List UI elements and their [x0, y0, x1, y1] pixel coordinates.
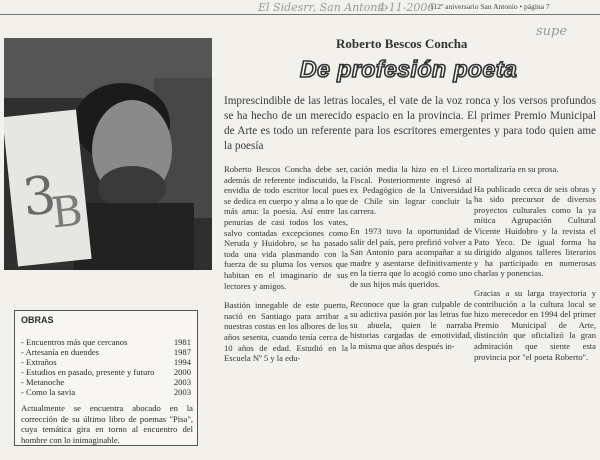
paragraph: Gracias a su larga trayectoria y contribución a la cultura local se hizo merecedor en 1994 del primer Premio Municipal de Arte, distinción que oficializó la gran admiración que siente esta provincia por "el poeta Roberto". [474, 287, 596, 362]
work-title: - Estudios en pasado, presente y futuro [21, 367, 155, 377]
paragraph: En 1973 tuvo la oportunidad de salir del país, pero prefirió volver a San Antonio para acompañar a su madre y asentarse definitivamente en la tierra que lo acogió como uno de sus hijos más queridos. [350, 225, 472, 289]
work-title: - Metanoche [21, 377, 65, 387]
article-byline: Roberto Bescos Concha [336, 36, 468, 51]
paragraph: cación media la hizo en el Liceo Fiscal. Posteriormente ingresó al ex Pedagógico de la Universidad de Chile sin lograr concluir la carrera. [350, 164, 472, 217]
work-item [21, 367, 191, 377]
article-column-1 [224, 164, 348, 373]
work-year: 2003 [173, 387, 191, 397]
svg-text:B: B [49, 185, 85, 238]
work-year: 1987 [173, 347, 191, 357]
paragraph: Roberto Bescos Concha debe ser, además de referente indiscutido, la envidia de todo escritor local pues se dedica en cuerpo y alma a lo que más ama: la poesía. Así entre las penurias de casi todos los vates, salvo contadas excepciones como Neruda y Huidobro, se ha pasado toda una vida plasmando con la fuerza de su pluma los versos que habitan en el imaginario de sus lectores y amigos. [224, 164, 348, 291]
handwritten-margin-note: supe [536, 24, 568, 39]
work-title: - Como la savia [21, 387, 76, 397]
work-year: 2003 [173, 377, 191, 387]
work-item [21, 337, 191, 347]
article-column-3 [474, 164, 596, 371]
handwritten-date-note: 4-11-2006 [378, 1, 435, 14]
work-title: - Encuentros más que cercanos [21, 337, 128, 347]
work-year: 1981 [173, 337, 191, 347]
paragraph: Bastión innegable de este puerto, nació en Santiago para arribar a nuestras costas en los albores de los años sesenta, cuando tenía cerca de 10 años de edad. Estudió en la Escuela Nº 5 y la edu- [224, 300, 348, 364]
paragraph: Reconoce que la gran culpable de su adictiva pasión por las letras fue su abuela, quien le narraba historias cargadas de emotividad, la misma que años después in- [350, 298, 472, 351]
portrait-photo [4, 38, 212, 270]
running-head: 112º aniversario San Antonio • página 7 [430, 2, 550, 11]
work-title: - Artesanía en duendes [21, 347, 100, 357]
article-lead: Imprescindible de las letras locales, el vate de la voz ronca y los versos profundos se ha hecho de un merecido espacio en la provincia. El primer Premio Municipal de Arte es todo un referente para los escritores emergentes y para todo quien ame la poesía [224, 95, 596, 152]
works-note: Actualmente se encuentra abocado en la corrección de su último libro de poemas "Pisa", cuya temática gira en torno al encuentro del hombre con lo inimaginable. [21, 403, 193, 445]
work-item [21, 347, 191, 357]
works-list [21, 337, 191, 397]
work-title: - Extraños [21, 357, 57, 367]
article-headline: De profesión poeta [300, 56, 518, 82]
work-item [21, 387, 191, 397]
work-year: 2000 [173, 367, 191, 377]
paragraph: mortalizaría en su prosa. [474, 164, 559, 174]
svg-text:3: 3 [19, 165, 60, 229]
portrait-illustration [4, 38, 212, 270]
work-item [21, 377, 191, 387]
handwritten-source-note: El Sidesrr, San Antonio [258, 1, 388, 14]
works-title: OBRAS [21, 315, 54, 325]
work-year: 1994 [173, 357, 191, 367]
works-box [14, 310, 198, 446]
header-rule [0, 14, 600, 15]
paragraph: Ha publicado cerca de seis obras y ha sido precursor de diversos proyectos culturales como la ya mítica Agrupación Cultural Vicente Huidobro y la revista el Pato Yeco. De igual forma ha dirigido algunos talleres literarios y ha participado en numerosas charlas y ponencias. [474, 183, 596, 279]
article-column-2 [350, 164, 472, 361]
work-item [21, 357, 191, 367]
